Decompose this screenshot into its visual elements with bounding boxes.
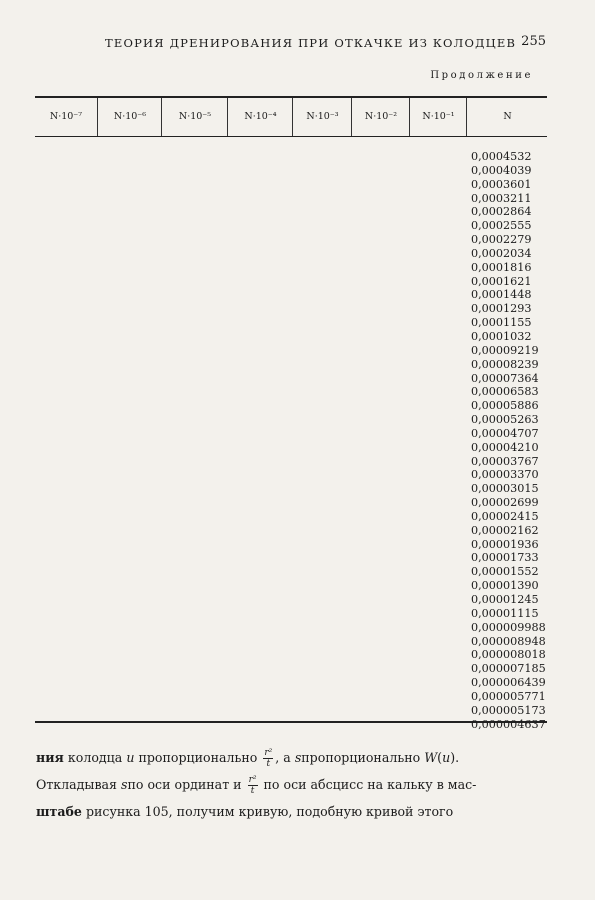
- table-cell: 0,00001552: [471, 565, 539, 579]
- table-header-rule: [35, 136, 547, 137]
- text-run: ния: [36, 750, 64, 765]
- table-cell: 0,00003767: [471, 454, 539, 468]
- table-cell: 0,00001390: [471, 579, 539, 593]
- text-run: (: [437, 750, 443, 765]
- text-run: колодца: [67, 750, 123, 765]
- table-cell: 0,0002555: [471, 219, 532, 233]
- table-cell: 0,0001155: [471, 316, 532, 330]
- running-title: ТЕОРИЯ ДРЕНИРОВАНИЯ ПРИ ОТКАЧКЕ ИЗ КОЛОДЦЕВ: [105, 36, 517, 50]
- table-cell: 0,0001621: [471, 274, 532, 288]
- table-cell: 0,000006439: [471, 676, 546, 690]
- text-run: рисунка 105, получим кривую, подобную кривой этого: [85, 804, 454, 819]
- table-cell: 0,00001245: [471, 593, 539, 606]
- text-run: Откладывая: [36, 777, 117, 792]
- column-header: N·10⁻⁵: [161, 98, 228, 136]
- page-number: 255: [521, 34, 546, 49]
- table-cell: 0,0002279: [471, 233, 532, 247]
- table-cell: 0,0004039: [471, 163, 532, 177]
- table-cell: 0,000009988: [471, 620, 546, 634]
- fraction-numerator: r²: [248, 775, 257, 785]
- text-run: пропорционально: [301, 750, 421, 765]
- continued-label: Продолжение: [430, 70, 533, 81]
- text-run: , а: [275, 750, 291, 765]
- table-cell: 0,00006583: [471, 385, 539, 399]
- table-cell: 0,0001032: [471, 329, 532, 343]
- column-header: N: [466, 98, 548, 136]
- fraction-r2-over-t: [263, 748, 273, 769]
- column-header: N·10⁻⁶: [97, 98, 162, 136]
- table-cell: 0,0003601: [471, 177, 532, 191]
- table-cell: 0,00002162: [471, 523, 539, 537]
- table-cell: 0,00007364: [471, 371, 539, 385]
- text-run: штабе: [36, 804, 82, 819]
- table-cell: 0,0004532: [471, 150, 532, 163]
- table-cell: 0,0002034: [471, 246, 532, 260]
- table-cell: 0,000004637: [471, 717, 546, 731]
- table-cell: 0,00002699: [471, 496, 539, 510]
- table-cell: 0,000005771: [471, 689, 546, 703]
- column-header: N·10⁻¹: [409, 98, 467, 136]
- paragraph-line-2: [36, 775, 548, 796]
- table-cell: 0,000007185: [471, 662, 546, 676]
- table-cell: 0,00001936: [471, 537, 539, 551]
- column-header: N·10⁻²: [351, 98, 410, 136]
- table-cell: 0,00001115: [471, 606, 539, 620]
- text-run: по оси ординат и: [127, 777, 242, 792]
- text-run: по оси абсцисс на кальку в мас-: [263, 777, 477, 792]
- running-header: [60, 36, 550, 56]
- fraction-denominator: t: [266, 759, 271, 769]
- column-header: N·10⁻³: [292, 98, 352, 136]
- fraction-numerator: r²: [264, 748, 273, 758]
- paragraph-line-1: [36, 748, 548, 769]
- table-cell: 0,000008948: [471, 634, 546, 648]
- fraction-r2-over-t: [248, 775, 258, 796]
- table-cell: 0,0002864: [471, 205, 532, 219]
- column-header: N·10⁻⁷: [49, 111, 83, 122]
- function-w: W: [424, 750, 438, 765]
- table-cell: 0,000008018: [471, 648, 546, 662]
- table-cell: 0,00008239: [471, 357, 539, 371]
- table-cell: 0,00005263: [471, 413, 539, 427]
- table-cell: 0,0001448: [471, 288, 532, 302]
- table-cell: 0,00004707: [471, 426, 539, 440]
- table-cell: 0,0001816: [471, 260, 532, 274]
- variable-s: s: [294, 750, 302, 765]
- table-cell: 0,00009219: [471, 343, 539, 357]
- paragraph-line-3: [36, 804, 548, 819]
- table-cell: 0,00001733: [471, 551, 539, 565]
- text-run: ).: [450, 750, 460, 765]
- table-cell: 0,0003211: [471, 191, 532, 205]
- table-cell: 0,00004210: [471, 440, 539, 454]
- table-cell: 0,00005886: [471, 399, 539, 413]
- table-cell: 0,00003015: [471, 482, 539, 496]
- table-cell: 0,00003370: [471, 468, 539, 482]
- variable-u: u: [442, 750, 451, 765]
- fraction-denominator: t: [250, 786, 255, 796]
- text-run: пропорционально: [138, 750, 258, 765]
- table-cell: 0,0001293: [471, 302, 532, 316]
- column-header: N·10⁻⁴: [227, 98, 293, 136]
- table-cell: 0,000005173: [471, 703, 546, 717]
- variable-u: u: [126, 750, 135, 765]
- variable-s: s: [121, 777, 128, 792]
- table-cell: 0,00002415: [471, 509, 539, 523]
